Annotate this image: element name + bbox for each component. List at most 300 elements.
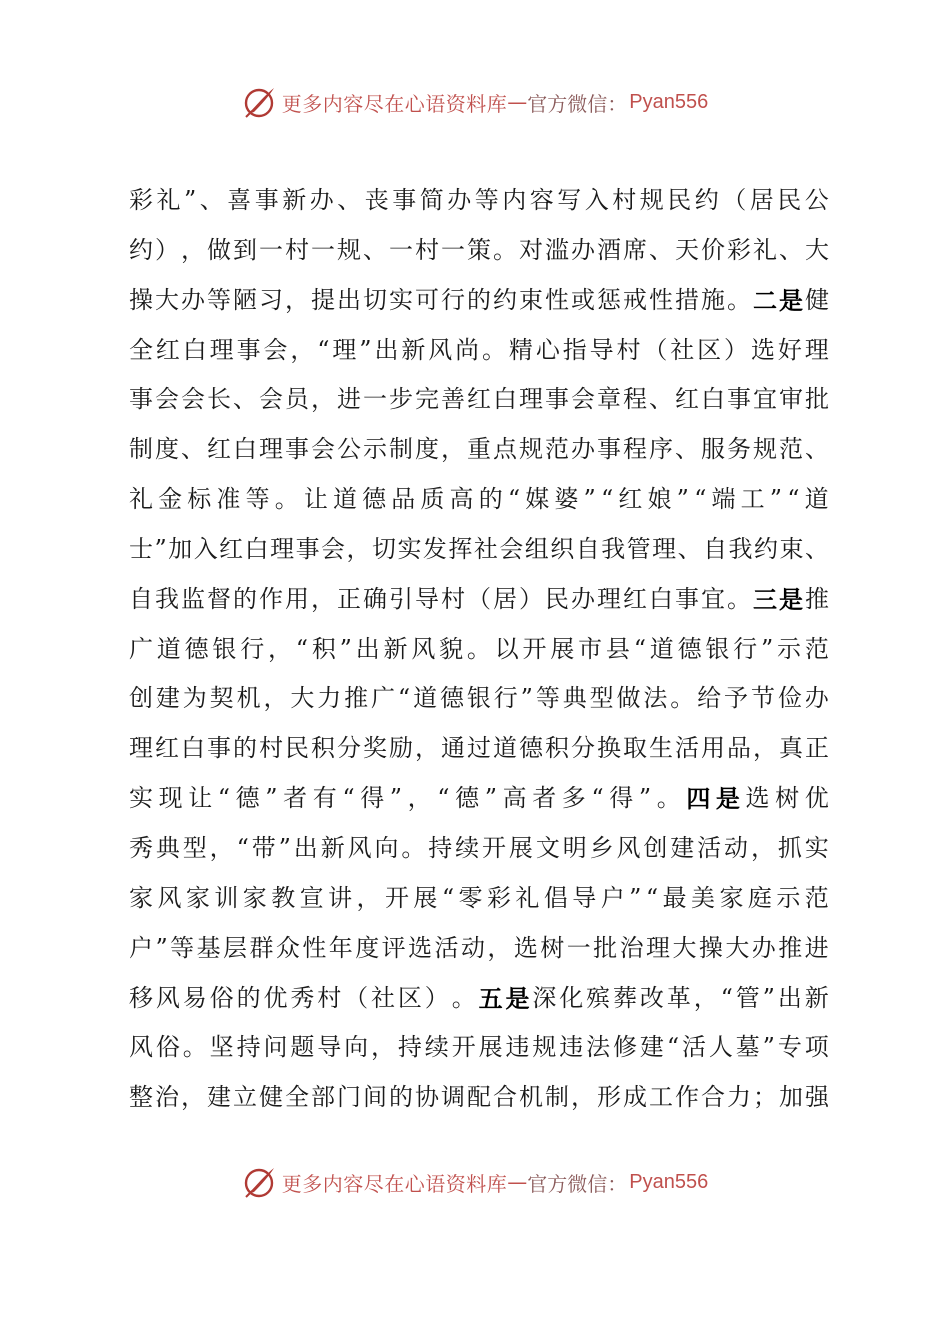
- text-char: 动: [724, 833, 749, 862]
- text-char: ”: [760, 634, 774, 663]
- text-char: 礼: [753, 235, 777, 264]
- text-char: 大: [155, 285, 179, 314]
- text-char: 善: [441, 385, 465, 414]
- text-line: [129, 276, 829, 326]
- text-char: 整: [129, 1083, 153, 1112]
- text-char: 准: [216, 485, 241, 514]
- text-char: 章: [597, 385, 621, 414]
- text-char: 约: [694, 186, 719, 214]
- quill-logo-icon: [242, 84, 278, 120]
- text-char: 村: [612, 186, 637, 214]
- text-line: [129, 475, 829, 525]
- text-char: 操: [129, 285, 153, 314]
- banner-dash: —: [507, 1170, 528, 1194]
- text-char: 会: [181, 385, 205, 414]
- text-char: 人: [708, 1033, 733, 1062]
- text-char: 出: [293, 833, 318, 862]
- text-char: 、: [337, 186, 362, 214]
- banner-wechat-id: Pyan556: [629, 1170, 709, 1193]
- text-char: 持: [428, 833, 453, 862]
- text-char: 银: [212, 634, 237, 663]
- text-char: 明: [562, 833, 587, 862]
- text-char: ”: [676, 485, 689, 514]
- text-char: 用: [701, 734, 725, 763]
- text-char: 德: [362, 485, 387, 514]
- banner-main-text: 更多内容尽在心语资料库: [281, 91, 508, 116]
- text-char: 评: [381, 933, 406, 962]
- text-char: ，: [311, 385, 335, 414]
- text-char: 。: [727, 285, 751, 314]
- text-char: 端: [711, 485, 736, 514]
- text-char: 、: [805, 435, 829, 464]
- text-char: 大: [805, 235, 829, 264]
- text-char: 长: [207, 385, 231, 414]
- text-char: 的: [233, 584, 257, 613]
- text-char: 建: [670, 833, 695, 862]
- text-char: 得: [360, 784, 385, 813]
- text-char: “: [591, 784, 604, 813]
- text-char: 作: [259, 584, 283, 613]
- text-char: 。: [656, 784, 681, 813]
- text-char: 合: [701, 1083, 725, 1112]
- text-char: 我: [728, 534, 753, 563]
- text-char: 社: [371, 983, 396, 1012]
- text-char: 规: [753, 435, 777, 464]
- text-char: 工: [649, 1083, 673, 1112]
- text-char: 风: [428, 335, 453, 364]
- text-char: 服: [701, 435, 725, 464]
- text-char: 风: [157, 883, 182, 912]
- text-line: [129, 575, 829, 625]
- text-char: 有: [312, 784, 337, 813]
- text-char: ，: [571, 1083, 595, 1112]
- text-char: 度: [155, 435, 179, 464]
- bold-char: 五: [478, 983, 503, 1013]
- text-char: 持: [397, 1033, 422, 1062]
- text-char: 治: [619, 933, 644, 962]
- text-char: ”: [583, 485, 596, 514]
- text-char: “: [437, 784, 450, 813]
- text-char: ”: [762, 1033, 775, 1062]
- text-char: “: [217, 784, 231, 813]
- text-char: 持: [236, 1033, 261, 1062]
- text-char: ”: [389, 784, 403, 813]
- text-char: 示: [363, 435, 387, 464]
- text-char: 部: [311, 1083, 335, 1112]
- text-char: 过: [467, 734, 491, 763]
- text-char: 居: [493, 584, 517, 613]
- text-char: 取: [623, 734, 647, 763]
- text-char: 导: [589, 335, 614, 364]
- text-char: 办: [309, 186, 334, 214]
- text-char: 审: [779, 385, 803, 414]
- text-line: [129, 1023, 829, 1073]
- text-char: 办: [804, 684, 829, 713]
- text-char: 事: [295, 534, 320, 563]
- text-char: 俗: [155, 1033, 180, 1062]
- text-char: 。: [274, 485, 299, 514]
- text-char: 白: [181, 734, 205, 763]
- text-char: 我: [601, 534, 626, 563]
- text-char: 村: [317, 983, 342, 1012]
- text-char: 事: [675, 584, 699, 613]
- text-char: 村: [285, 235, 309, 264]
- text-char: 形: [597, 1083, 621, 1112]
- text-char: 管: [735, 983, 760, 1012]
- text-char: 品: [391, 485, 416, 514]
- text-char: 德: [439, 684, 464, 713]
- text-char: 为: [182, 684, 207, 713]
- footer-banner: [0, 1162, 950, 1202]
- text-char: 一: [441, 235, 465, 264]
- text-char: 务: [727, 435, 751, 464]
- text-char: “: [342, 784, 355, 813]
- text-char: 惩: [597, 285, 621, 314]
- text-char: ，: [263, 684, 288, 713]
- text-char: 质: [420, 485, 445, 514]
- text-line: [129, 1073, 829, 1123]
- text-char: 机: [519, 1083, 543, 1112]
- text-char: 墓: [735, 1033, 760, 1062]
- text-char: 。: [482, 335, 507, 364]
- text-char: 事: [597, 435, 621, 464]
- text-char: 新: [401, 335, 426, 364]
- text-char: 道: [493, 734, 517, 763]
- text-char: “: [645, 883, 659, 912]
- text-char: 选: [745, 784, 770, 813]
- text-char: 优: [804, 784, 829, 813]
- text-char: 出: [337, 285, 361, 314]
- quill-logo-icon: [242, 1164, 278, 1200]
- text-char: 自: [575, 534, 600, 563]
- text-char: 事: [129, 385, 153, 414]
- text-char: 事: [207, 734, 231, 763]
- text-char: 力: [317, 684, 342, 713]
- text-char: 示: [777, 634, 802, 663]
- text-char: 积: [545, 734, 569, 763]
- text-char: 行: [493, 684, 518, 713]
- text-char: 加: [168, 534, 193, 563]
- text-char: 实: [397, 534, 422, 563]
- text-char: 群: [249, 933, 274, 962]
- banner-official-label: 官方微信：: [527, 91, 628, 116]
- text-char: 典: [155, 833, 180, 862]
- text-char: 管: [626, 534, 651, 563]
- text-line: [129, 824, 829, 874]
- text-char: 抓: [777, 833, 802, 862]
- text-char: 自: [703, 534, 728, 563]
- text-char: “: [295, 634, 309, 663]
- text-char: 训: [214, 883, 239, 912]
- text-char: 换: [597, 734, 621, 763]
- text-char: 束: [519, 285, 543, 314]
- text-char: 续: [424, 1033, 449, 1062]
- text-char: ，: [181, 235, 205, 264]
- text-char: 督: [207, 584, 231, 613]
- text-char: 礼: [129, 485, 153, 514]
- text-char: “: [441, 883, 455, 912]
- text-char: 会: [499, 534, 524, 563]
- text-char: 社: [670, 335, 695, 364]
- text-char: 。: [466, 634, 491, 663]
- text-char: 改: [639, 983, 664, 1012]
- text-char: 协: [415, 1083, 439, 1112]
- text-char: ）: [519, 584, 543, 613]
- banner-wechat-id: Pyan556: [629, 90, 709, 113]
- text-char: 规: [532, 1033, 557, 1062]
- text-char: 推: [805, 584, 829, 613]
- text-char: 行: [441, 285, 465, 314]
- text-char: 法: [643, 684, 668, 713]
- text-char: 点: [493, 435, 517, 464]
- text-char: 席: [623, 235, 647, 264]
- text-char: 彩: [727, 235, 751, 264]
- text-char: 我: [155, 584, 179, 613]
- text-char: 滥: [545, 235, 569, 264]
- text-char: 让: [303, 485, 328, 514]
- text-char: 媒: [525, 485, 550, 514]
- text-char: ，: [415, 734, 439, 763]
- text-char: 大: [672, 933, 697, 962]
- text-char: 规: [519, 435, 543, 464]
- text-char: 问: [263, 1033, 288, 1062]
- text-char: 殡: [586, 983, 611, 1012]
- text-char: ”: [769, 485, 783, 514]
- text-char: 理: [259, 435, 283, 464]
- text-char: 进: [337, 385, 361, 414]
- text-char: 的: [389, 1083, 413, 1112]
- text-char: （: [643, 335, 668, 364]
- text-char: 典: [562, 684, 587, 713]
- text-char: 理: [652, 534, 677, 563]
- text-char: 开: [522, 634, 547, 663]
- text-char: 等: [535, 684, 560, 713]
- text-char: 规: [639, 186, 664, 214]
- text-char: ）: [424, 983, 449, 1012]
- bold-char: 是: [779, 285, 803, 315]
- text-char: 众: [275, 933, 300, 962]
- text-char: 家: [129, 883, 153, 912]
- text-char: 红: [618, 485, 643, 514]
- banner-main-text: 更多内容尽在心语资料库: [281, 1171, 508, 1196]
- text-char: 修: [613, 1033, 638, 1062]
- text-char: ”: [184, 186, 197, 214]
- text-char: 一: [363, 385, 387, 414]
- text-char: ”: [629, 883, 642, 912]
- text-char: ，: [209, 833, 234, 862]
- text-char: ”: [484, 784, 497, 813]
- bold-char: 是: [715, 784, 740, 814]
- text-char: 行: [240, 634, 265, 663]
- text-char: “: [317, 335, 330, 364]
- text-char: 道: [413, 684, 438, 713]
- text-char: 市: [578, 634, 603, 663]
- text-char: 德: [235, 784, 260, 813]
- text-char: 理: [519, 385, 543, 414]
- text-char: 俗: [209, 983, 234, 1012]
- text-char: 理: [209, 335, 234, 364]
- text-char: 白: [701, 385, 725, 414]
- text-char: ，: [290, 335, 315, 364]
- text-char: 性: [302, 933, 327, 962]
- text-char: 宜: [701, 584, 725, 613]
- text-char: 发: [422, 534, 447, 563]
- text-char: 村: [259, 734, 283, 763]
- text-char: 力: [727, 1083, 751, 1112]
- text-char: 制: [545, 1083, 569, 1112]
- text-char: 违: [559, 1033, 584, 1062]
- text-char: 组: [524, 534, 549, 563]
- text-char: 立: [233, 1083, 257, 1112]
- text-char: 型: [182, 833, 207, 862]
- text-char: 庭: [747, 883, 772, 912]
- text-char: 道: [649, 634, 674, 663]
- text-char: 配: [467, 1083, 491, 1112]
- text-char: 酒: [597, 235, 621, 264]
- text-char: 标: [187, 485, 212, 514]
- text-char: 礼: [515, 883, 540, 912]
- text-char: 进: [804, 933, 829, 962]
- text-char: 丧: [364, 186, 389, 214]
- text-char: 展: [413, 883, 438, 912]
- text-char: 、: [233, 385, 257, 414]
- text-char: 向: [344, 1033, 369, 1062]
- text-char: 办: [447, 186, 472, 214]
- text-char: ，: [181, 1083, 205, 1112]
- text-char: 德: [677, 634, 702, 663]
- text-char: 专: [777, 1033, 802, 1062]
- text-char: 程: [623, 435, 647, 464]
- text-char: 。: [182, 1033, 207, 1062]
- text-char: 指: [562, 335, 587, 364]
- text-char: 事: [254, 186, 279, 214]
- text-line: [129, 774, 829, 824]
- text-char: 予: [724, 684, 749, 713]
- text-line: [129, 674, 829, 724]
- text-char: 度: [355, 933, 380, 962]
- text-char: 或: [571, 285, 595, 314]
- text-char: 节: [750, 684, 775, 713]
- text-line: [129, 326, 829, 376]
- text-char: 实: [129, 784, 153, 813]
- text-char: 分: [337, 734, 361, 763]
- text-char: 范: [804, 634, 829, 663]
- text-char: 风: [155, 983, 180, 1012]
- text-char: 零: [458, 883, 483, 912]
- text-char: 范: [779, 435, 803, 464]
- text-char: 机: [236, 684, 261, 713]
- text-char: 一: [311, 235, 335, 264]
- text-char: 、: [804, 534, 829, 563]
- text-char: 家: [242, 883, 267, 912]
- text-char: 事: [285, 435, 309, 464]
- text-char: 白: [244, 534, 269, 563]
- text-char: 新: [383, 634, 408, 663]
- text-char: 理: [804, 335, 829, 364]
- text-char: 化: [559, 983, 584, 1012]
- text-char: 实: [389, 285, 413, 314]
- text-char: 、: [649, 235, 673, 264]
- text-char: 通: [441, 734, 465, 763]
- text-char: 度: [415, 435, 439, 464]
- bold-char: 四: [686, 784, 711, 814]
- text-char: 批: [805, 385, 829, 414]
- text-char: ，: [441, 435, 465, 464]
- text-char: 红: [467, 385, 491, 414]
- text-char: 展: [550, 634, 575, 663]
- text-char: ”: [154, 534, 167, 563]
- text-char: 出: [777, 983, 802, 1012]
- bold-char: 是: [505, 983, 530, 1013]
- text-char: 一: [389, 235, 413, 264]
- text-char: 品: [727, 734, 751, 763]
- text-char: 精: [508, 335, 533, 364]
- text-char: 者: [532, 784, 557, 813]
- text-char: 银: [466, 684, 491, 713]
- text-char: 施: [701, 285, 725, 314]
- text-char: 社: [473, 534, 498, 563]
- text-char: 。: [670, 684, 695, 713]
- text-char: 以: [494, 634, 519, 663]
- text-char: 德: [519, 734, 543, 763]
- text-char: 彩: [486, 883, 511, 912]
- text-char: 制: [129, 435, 153, 464]
- text-char: 公: [804, 186, 829, 214]
- text-char: 励: [389, 734, 413, 763]
- text-char: 高: [502, 784, 527, 813]
- text-char: 开: [482, 833, 507, 862]
- text-char: 陋: [233, 285, 257, 314]
- text-char: 多: [561, 784, 586, 813]
- text-char: 。: [727, 584, 751, 613]
- text-char: “: [694, 485, 707, 514]
- text-char: 喜: [227, 186, 252, 214]
- text-char: 示: [776, 883, 801, 912]
- text-char: ，: [407, 784, 432, 813]
- text-char: 全: [285, 1083, 309, 1112]
- text-char: 加: [779, 1083, 803, 1112]
- text-char: “: [507, 485, 521, 514]
- text-char: 乡: [589, 833, 614, 862]
- text-char: 道: [332, 485, 357, 514]
- text-char: 入: [584, 186, 609, 214]
- text-char: ，: [311, 584, 335, 613]
- text-char: 红: [155, 335, 180, 364]
- text-char: 心: [535, 335, 560, 364]
- text-char: 移: [129, 983, 153, 1012]
- text-char: （: [344, 983, 369, 1012]
- text-char: 礼: [156, 186, 181, 214]
- text-char: 一: [259, 235, 283, 264]
- banner-official-label: 官方微信：: [527, 1171, 628, 1196]
- text-char: 居: [749, 186, 774, 214]
- text-char: 道: [156, 634, 181, 663]
- text-char: 树: [540, 933, 565, 962]
- text-char: 真: [779, 734, 803, 763]
- text-char: ”: [155, 933, 168, 962]
- text-char: 等: [170, 933, 195, 962]
- text-char: 提: [311, 285, 335, 314]
- text-char: 文: [535, 833, 560, 862]
- text-char: 风: [129, 1033, 153, 1062]
- text-line: [129, 525, 829, 575]
- text-char: 高: [449, 485, 474, 514]
- document-body: [129, 176, 829, 1123]
- text-char: 约: [493, 285, 517, 314]
- text-char: 切: [371, 534, 396, 563]
- text-char: “: [236, 833, 249, 862]
- text-char: 白: [649, 584, 673, 613]
